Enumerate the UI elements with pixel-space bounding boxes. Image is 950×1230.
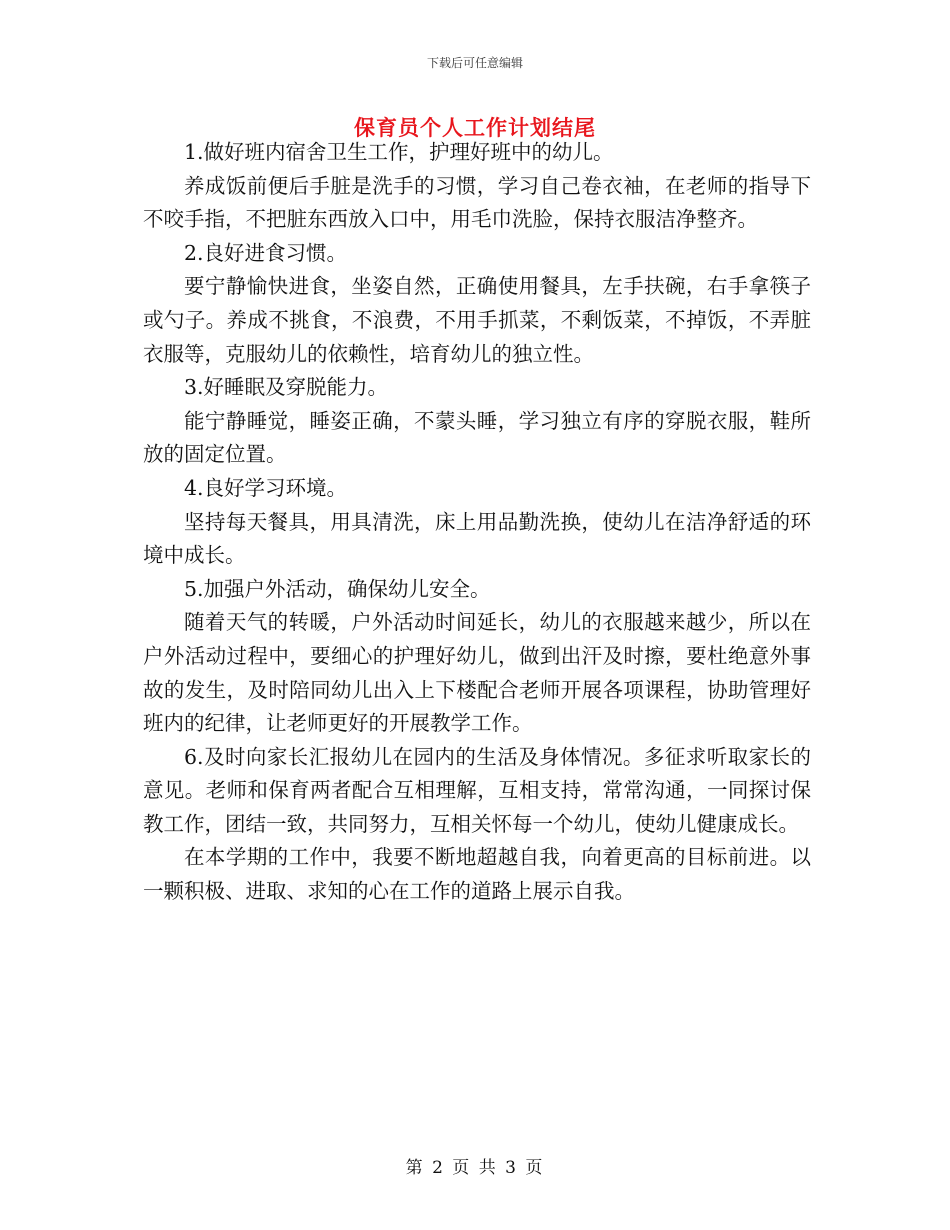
section-paragraph-2: 要宁静愉快进食，坐姿自然，正确使用餐具，左手扶碗，右手拿筷子或勺子。养成不挑食，不浪费，不用手抓菜，不剩饭菜，不掉饭，不弄脏衣服等，克服幼儿的依赖性，培育幼儿的独立性。 (143, 274, 811, 366)
section-heading-2: 2.良好进食习惯。 (184, 240, 348, 265)
section-paragraph-5: 随着天气的转暖，户外活动时间延长，幼儿的衣服越来越少，所以在户外活动过程中，要细心的护理好幼儿，做到出汗及时擦，要杜绝意外事故的发生，及时陪同幼儿出入上下楼配合老师开展各项课程，协助管理好班内的纪律，让老师更好的开展教学工作。 (143, 610, 811, 736)
section-heading-3: 3.好睡眠及穿脱能力。 (184, 375, 389, 400)
header-note: 下载后可任意编辑 (426, 56, 523, 70)
section-paragraph-3: 能宁静睡觉，睡姿正确，不蒙头睡，学习独立有序的穿脱衣服，鞋所放的固定位置。 (143, 408, 811, 467)
closing-paragraph: 在本学期的工作中，我要不断地超越自我，向着更高的目标前进。以一颗积极、进取、求知的心在工作的道路上展示自我。 (143, 845, 811, 904)
page-number-footer: 第 2 页 共 3 页 (405, 1158, 545, 1178)
section-heading-1: 1.做好班内宿舍卫生工作，护理好班中的幼儿。 (184, 140, 614, 164)
section-heading-4: 4.良好学习环境。 (184, 475, 348, 500)
section-paragraph-4: 坚持每天餐具，用具清洗，床上用品勤洗换，使幼儿在洁净舒适的环境中成长。 (143, 509, 811, 568)
document-body (143, 136, 811, 909)
section-paragraph-1: 养成饭前便后手脏是洗手的习惯，学习自己卷衣袖，在老师的指导下不咬手指，不把脏东西放入口中，用毛巾洗脸，保持衣服洁净整齐。 (143, 173, 811, 232)
document-title: 保育员个人工作计划结尾 (354, 116, 596, 140)
section-heading-5: 5.加强户外活动，确保幼儿安全。 (184, 576, 491, 601)
section-paragraph-6: 6.及时向家长汇报幼儿在园内的生活及身体情况。多征求听取家长的意见。老师和保育两者配合互相理解，互相支持，常常沟通，一同探讨保教工作，团结一致，共同努力，互相关怀每一个幼儿，使幼儿健康成长。 (143, 744, 811, 836)
